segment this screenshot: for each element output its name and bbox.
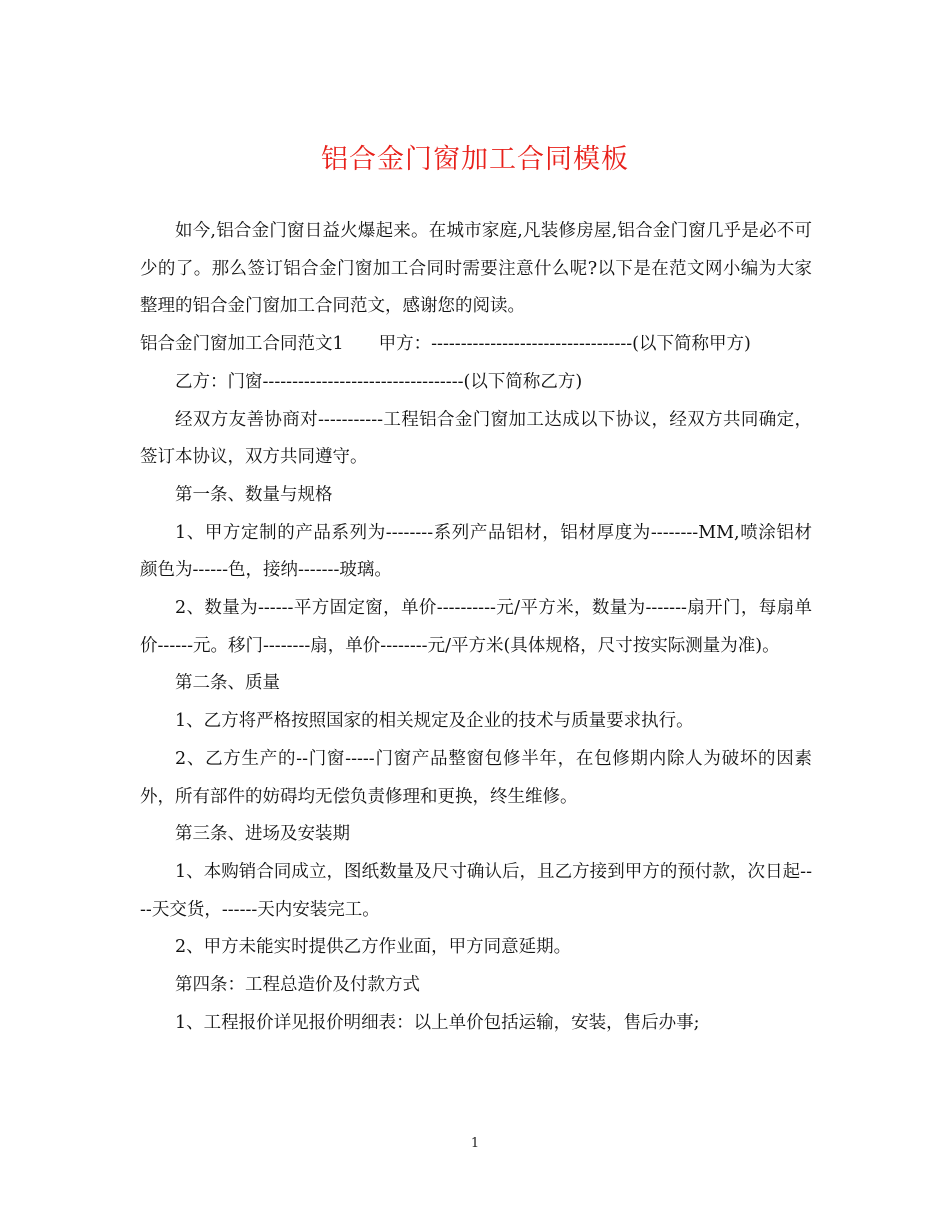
paragraph-party-b: 乙方：门窗----------------------------------(以下简称乙方) [175, 371, 583, 392]
clause-3-1: 1、本购销合同成立，图纸数量及尺寸确认后，且乙方接到甲方的预付款，次日起----天交货，------天内安装完工。 [140, 861, 812, 920]
section-heading-3: 第三条、进场及安装期 [175, 824, 350, 845]
section-heading-4: 第四条：工程总造价及付款方式 [175, 975, 420, 996]
clause-1-2: 2、数量为------平方固定窗，单价----------元/平方米，数量为-------扇开门，每扇单价------元。移门--------扇，单价--------元/平方米(具体规格，尺寸按实际测量为准)。 [140, 598, 812, 656]
paragraph-intro: 如今,铝合金门窗日益火爆起来。在城市家庭,凡装修房屋,铝合金门窗几乎是必不可少的了。那么签订铝合金门窗加工合同时需要注意什么呢?以下是在范文网小编为大家整理的铝合金门窗加工合同范文，感谢您的阅读。 [140, 221, 812, 317]
paragraph-agreement: 经双方友善协商对-----------工程铝合金门窗加工达成以下协议，经双方共同确定，签订本协议，双方共同遵守。 [140, 409, 812, 468]
document-title: 铝合金门窗加工合同模板 [321, 144, 629, 175]
clause-2-1: 1、乙方将严格按照国家的相关规定及企业的技术与质量要求执行。 [175, 711, 694, 732]
paragraph-party-a: 铝合金门窗加工合同范文1 甲方：----------------------------------(以下简称甲方) [140, 334, 751, 355]
clause-4-1: 1、工程报价详见报价明细表：以上单价包括运输，安装，售后办事; [175, 1012, 700, 1033]
document-body [140, 213, 812, 1042]
clause-2-2: 2、乙方生产的--门窗-----门窗产品整窗包修半年，在包修期内除人为破坏的因素外，所有部件的妨碍均无偿负责修理和更换，终生维修。 [140, 748, 812, 807]
clause-1-1: 1、甲方定制的产品系列为--------系列产品铝材，铝材厚度为--------MM,喷涂铝材颜色为------色，接纳-------玻璃。 [140, 522, 812, 581]
clause-3-2: 2、甲方未能实时提供乙方作业面，甲方同意延期。 [175, 937, 572, 958]
page-number: 1 [470, 1136, 480, 1151]
section-heading-1: 第一条、数量与规格 [175, 484, 333, 505]
section-heading-2: 第二条、质量 [175, 673, 280, 694]
